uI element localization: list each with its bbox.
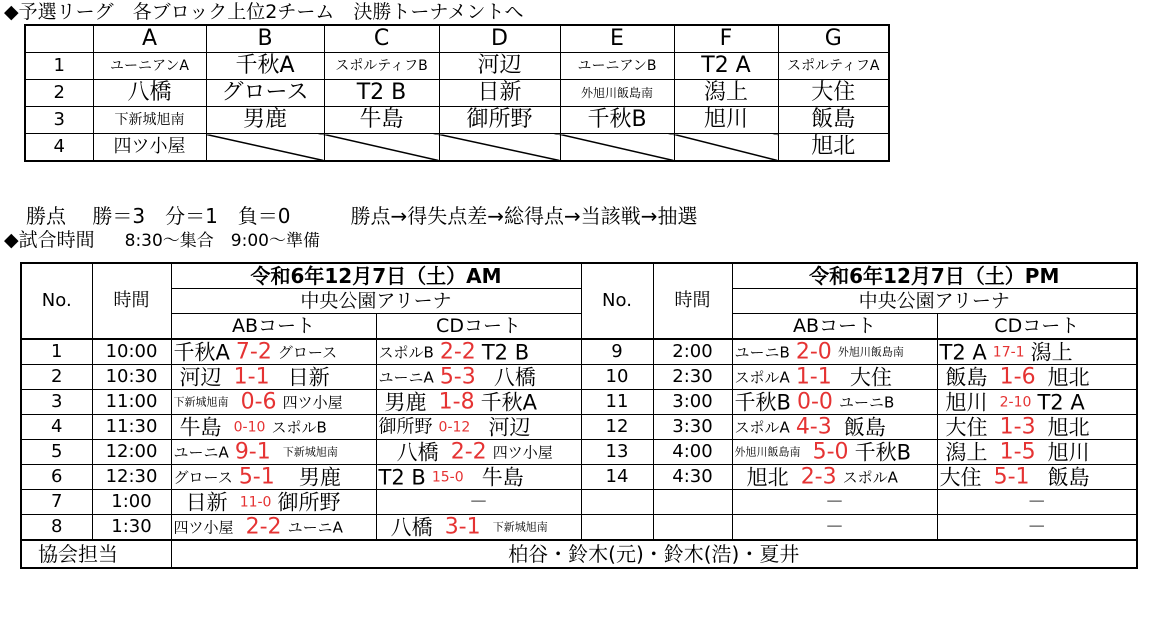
league-row <box>25 53 889 80</box>
team-1: 河辺 <box>179 365 222 390</box>
league-team: 飯島 <box>778 107 889 134</box>
match-time: 1:00 <box>92 490 171 515</box>
time-header: 時間 <box>92 263 171 339</box>
team-2: スポルA <box>842 468 898 487</box>
match-no: 7 <box>21 490 92 515</box>
score: 5-0 <box>812 439 849 465</box>
match-no: 8 <box>21 515 92 541</box>
match-am-ab <box>171 515 376 541</box>
match-am-ab <box>171 390 376 415</box>
pm-venue: 中央公園アリーナ <box>732 289 1137 314</box>
league-row <box>25 80 889 107</box>
empty-no <box>581 490 653 515</box>
match-time: 10:00 <box>92 339 171 365</box>
score: 5-1 <box>993 464 1030 490</box>
score: 4-3 <box>795 414 832 440</box>
match-time: 11:00 <box>92 390 171 415</box>
team-2: 千秋A <box>480 390 537 415</box>
team-2: 八橋 <box>493 365 536 390</box>
match-time: 2:30 <box>653 365 732 390</box>
staff-names: 柏谷・鈴木(元)・鈴木(浩)・夏井 <box>171 540 1137 568</box>
team-1: T2 B <box>378 465 426 490</box>
score: 2-2 <box>450 439 487 465</box>
team-1: グロース <box>173 468 233 487</box>
team-1: 大住 <box>939 465 982 490</box>
match-pm-cd <box>937 465 1137 490</box>
league-table <box>24 24 890 162</box>
league-row-num: 2 <box>25 80 93 107</box>
pm-court-ab: ABコート <box>732 314 937 340</box>
score: 11-0 <box>239 494 272 511</box>
team-1: 御所野 <box>378 416 433 438</box>
schedule-times: 8:30～集合 9:00～準備 <box>124 231 320 251</box>
match-pm-ab <box>732 415 937 440</box>
league-row-num: 3 <box>25 107 93 134</box>
match-row <box>21 465 1137 490</box>
team-2: 旭北 <box>1047 415 1090 440</box>
team-2: スポルB <box>271 418 327 437</box>
match-pm-cd <box>937 415 1137 440</box>
team-1: 千秋A <box>173 340 230 365</box>
team-2: 飯島 <box>1047 465 1090 490</box>
team-2: 千秋B <box>854 440 911 465</box>
score: 2-3 <box>800 464 837 490</box>
am-venue: 中央公園アリーナ <box>171 289 581 314</box>
score: 0-12 <box>438 419 471 436</box>
match-time: 11:30 <box>92 415 171 440</box>
match-time: 4:30 <box>653 465 732 490</box>
empty-no <box>581 515 653 541</box>
match-time: 3:00 <box>653 390 732 415</box>
match-am-ab <box>171 339 376 365</box>
match-row <box>21 339 1137 365</box>
match-am-cd <box>376 515 581 541</box>
team-1: 潟上 <box>945 440 988 465</box>
league-team: 潟上 <box>674 80 778 107</box>
match-am-cd <box>376 465 581 490</box>
score: 1-8 <box>438 389 475 415</box>
team-2: 牛島 <box>481 465 524 490</box>
schedule-court-row <box>21 314 1137 340</box>
match-no: 11 <box>581 390 653 415</box>
match-time: 10:30 <box>92 365 171 390</box>
league-team: グロース <box>206 80 324 107</box>
match-time: 4:00 <box>653 440 732 465</box>
points-rule: 勝点 勝＝3 分＝1 負＝0 勝点→得失点差→総得点→当該戦→抽選 <box>26 204 698 228</box>
match-pm-ab <box>732 390 937 415</box>
league-team: 八橋 <box>93 80 206 107</box>
am-court-ab: ABコート <box>171 314 376 340</box>
team-2: 大住 <box>849 365 892 390</box>
league-row-num: 1 <box>25 53 93 80</box>
league-team: 河辺 <box>439 53 560 80</box>
team-1: T2 A <box>939 340 987 365</box>
empty-match: － <box>376 490 581 515</box>
match-no: 9 <box>581 339 653 365</box>
team-2: 飯島 <box>843 415 886 440</box>
team-1: 下新城旭南 <box>173 395 229 409</box>
league-team: 旭川 <box>674 107 778 134</box>
team-2: 下新城旭南 <box>492 520 548 534</box>
score: 9-1 <box>234 439 271 465</box>
team-1: スポルB <box>378 343 434 362</box>
league-empty-slot <box>560 134 674 162</box>
team-1: 男鹿 <box>384 390 427 415</box>
league-team: 大住 <box>778 80 889 107</box>
team-1: 八橋 <box>390 515 433 540</box>
league-team: ユーニアンB <box>560 53 674 80</box>
team-1: スポルA <box>734 368 790 387</box>
league-col-header: D <box>439 25 560 53</box>
match-no: 6 <box>21 465 92 490</box>
match-pm-ab <box>732 365 937 390</box>
match-pm-cd <box>937 339 1137 365</box>
score: 2-0 <box>795 339 832 365</box>
match-no: 5 <box>21 440 92 465</box>
match-no: 13 <box>581 440 653 465</box>
empty-match: － <box>732 490 937 515</box>
league-col-header: B <box>206 25 324 53</box>
league-team: 四ツ小屋 <box>93 134 206 162</box>
team-2: T2 A <box>1037 390 1085 415</box>
score: 7-2 <box>235 339 272 365</box>
team-2: 日新 <box>287 365 330 390</box>
match-no: 4 <box>21 415 92 440</box>
league-team: 牛島 <box>324 107 439 134</box>
match-row <box>21 440 1137 465</box>
team-2: ユーニB <box>838 393 895 412</box>
score: 0-10 <box>233 419 266 436</box>
league-team: 日新 <box>439 80 560 107</box>
am-date: 令和6年12月7日（土）AM <box>171 263 581 289</box>
score: 2-2 <box>439 339 476 365</box>
match-am-cd <box>376 440 581 465</box>
match-no: 14 <box>581 465 653 490</box>
match-row <box>21 415 1137 440</box>
league-header-row <box>25 25 889 53</box>
league-heading: ◆予選リーグ 各ブロック上位2チーム 決勝トーナメントへ <box>4 1 524 23</box>
staff-label: 協会担当 <box>21 540 171 568</box>
score: 1-6 <box>999 364 1036 390</box>
team-1: ユーニA <box>378 368 434 387</box>
pm-court-cd: CDコート <box>937 314 1137 340</box>
schedule-heading-line <box>4 228 320 253</box>
league-col-header: A <box>93 25 206 53</box>
match-no: 10 <box>581 365 653 390</box>
team-2: グロース <box>277 343 338 362</box>
match-row <box>21 365 1137 390</box>
score: 2-2 <box>245 514 282 540</box>
match-pm-cd <box>937 440 1137 465</box>
score: 1-5 <box>999 439 1036 465</box>
team-1: スポルA <box>734 418 790 437</box>
match-time: 2:00 <box>653 339 732 365</box>
score: 0-0 <box>796 389 833 415</box>
team-2: 河辺 <box>488 415 531 440</box>
team-2: 下新城旭南 <box>282 445 338 459</box>
match-no: 2 <box>21 365 92 390</box>
league-row <box>25 134 889 162</box>
team-1: 日新 <box>185 490 228 515</box>
team-2: 旭北 <box>1047 365 1090 390</box>
score: 1-3 <box>999 414 1036 440</box>
league-col-header: F <box>674 25 778 53</box>
match-pm-cd <box>937 390 1137 415</box>
match-row <box>21 390 1137 415</box>
no-header: No. <box>21 263 92 339</box>
league-row-num: 4 <box>25 134 93 162</box>
staff-row <box>21 540 1137 568</box>
match-time: 1:30 <box>92 515 171 541</box>
match-pm-ab <box>732 465 937 490</box>
empty-match: － <box>937 490 1137 515</box>
team-2: ユーニA <box>287 518 343 537</box>
match-am-ab <box>171 440 376 465</box>
no-header: No. <box>581 263 653 339</box>
schedule-header-row <box>21 263 1137 289</box>
league-team: 外旭川飯島南 <box>560 80 674 107</box>
team-2: 御所野 <box>277 490 341 515</box>
league-col-header: C <box>324 25 439 53</box>
league-team: T2 B <box>324 80 439 107</box>
schedule-venue-row <box>21 289 1137 314</box>
league-col-header: E <box>560 25 674 53</box>
team-2: 外旭川飯島南 <box>837 345 904 359</box>
team-1: 飯島 <box>945 365 988 390</box>
league-empty-slot <box>674 134 778 162</box>
league-empty-slot <box>439 134 560 162</box>
team-2: 四ツ小屋 <box>282 393 343 412</box>
match-row <box>21 490 1137 515</box>
score: 5-1 <box>238 464 275 490</box>
score: 1-1 <box>795 364 832 390</box>
am-court-cd: CDコート <box>376 314 581 340</box>
team-1: 千秋B <box>734 390 791 415</box>
match-am-ab <box>171 465 376 490</box>
score: 1-1 <box>233 364 270 390</box>
match-no: 3 <box>21 390 92 415</box>
score: 15-0 <box>431 469 464 486</box>
league-team: 旭北 <box>778 134 889 162</box>
team-2: 潟上 <box>1030 340 1073 365</box>
team-1: ユーニA <box>173 443 229 462</box>
team-1: 牛島 <box>179 415 222 440</box>
match-pm-ab <box>732 339 937 365</box>
time-header: 時間 <box>653 263 732 339</box>
schedule-table <box>20 262 1138 569</box>
match-am-ab <box>171 415 376 440</box>
team-1: 旭川 <box>945 390 988 415</box>
league-col-header: G <box>778 25 889 53</box>
league-team: 千秋A <box>206 53 324 80</box>
team-1: 旭北 <box>746 465 789 490</box>
league-team: 御所野 <box>439 107 560 134</box>
score: 17-1 <box>992 344 1025 361</box>
empty-match: － <box>937 515 1137 541</box>
match-pm-ab <box>732 440 937 465</box>
league-team: 千秋B <box>560 107 674 134</box>
empty-time <box>653 515 732 541</box>
empty-time <box>653 490 732 515</box>
empty-match: － <box>732 515 937 541</box>
league-team: 男鹿 <box>206 107 324 134</box>
league-team: T2 A <box>674 53 778 80</box>
match-time: 3:30 <box>653 415 732 440</box>
team-1: 八橋 <box>396 440 439 465</box>
league-corner <box>25 25 93 53</box>
league-row <box>25 107 889 134</box>
score: 2-10 <box>999 394 1032 411</box>
pm-date: 令和6年12月7日（土）PM <box>732 263 1137 289</box>
team-1: 大住 <box>945 415 988 440</box>
team-1: 四ツ小屋 <box>173 518 234 537</box>
match-am-cd <box>376 415 581 440</box>
match-am-ab <box>171 365 376 390</box>
match-no: 12 <box>581 415 653 440</box>
league-team: スポルティフB <box>324 53 439 80</box>
schedule-heading: ◆試合時間 <box>4 229 95 251</box>
match-am-cd <box>376 365 581 390</box>
match-time: 12:30 <box>92 465 171 490</box>
league-empty-slot <box>206 134 324 162</box>
team-1: 外旭川飯島南 <box>734 445 801 459</box>
team-2: T2 B <box>481 340 530 365</box>
match-am-cd <box>376 339 581 365</box>
score: 5-3 <box>439 364 476 390</box>
league-team: ユーニアンA <box>93 53 206 80</box>
match-row <box>21 515 1137 541</box>
team-2: 旭川 <box>1047 440 1090 465</box>
match-pm-cd <box>937 365 1137 390</box>
team-2: 四ツ小屋 <box>492 443 553 462</box>
league-empty-slot <box>324 134 439 162</box>
team-2: 男鹿 <box>298 465 341 490</box>
league-team: 下新城旭南 <box>93 107 206 134</box>
match-no: 1 <box>21 339 92 365</box>
match-am-cd <box>376 390 581 415</box>
match-time: 12:00 <box>92 440 171 465</box>
match-am-ab <box>171 490 376 515</box>
score: 0-6 <box>240 389 277 415</box>
team-1: ユーニB <box>734 343 790 362</box>
league-team: スポルティフA <box>778 53 889 80</box>
score: 3-1 <box>444 514 481 540</box>
